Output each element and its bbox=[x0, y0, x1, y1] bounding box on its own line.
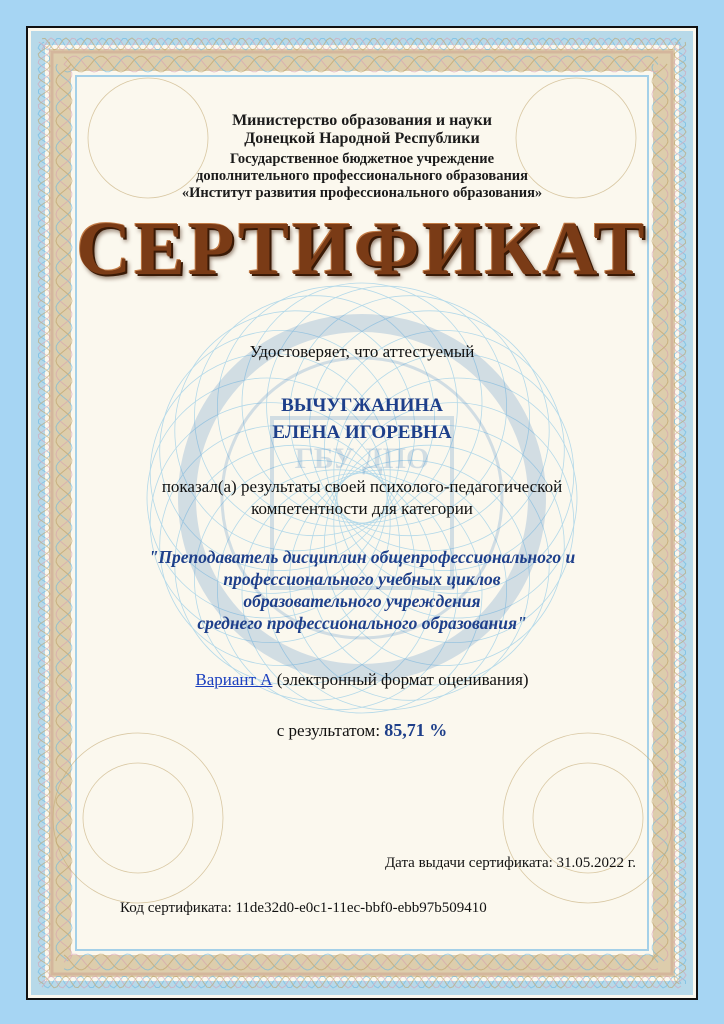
category-block bbox=[28, 546, 696, 634]
issue-date: Дата выдачи сертификата: 31.05.2022 г. bbox=[384, 855, 636, 871]
institution-line-3: «Институт развития профессионального образования» bbox=[181, 185, 543, 201]
certificate-code: Код сертификата: 11de32d0-e0c1-11ec-bbf0-ebb97b509410 bbox=[120, 900, 487, 916]
ministry-line-2: Донецкой Народной Республики bbox=[244, 130, 480, 147]
variant-note: (электронный формат оценивания) bbox=[276, 670, 529, 689]
certificate-content bbox=[28, 28, 696, 998]
ministry-line-1: Министерство образования и науки bbox=[232, 112, 492, 129]
competence-line-2: компетентности для категории bbox=[251, 499, 473, 518]
recipient-name bbox=[28, 392, 696, 446]
result-line bbox=[28, 720, 696, 741]
competence-line-1: показал(а) результаты своей психолого-педагогической bbox=[161, 477, 563, 496]
variant-line bbox=[28, 670, 696, 690]
certificate-title: СЕРТИФИКАТ bbox=[76, 207, 648, 291]
result-label: с результатом: bbox=[276, 721, 381, 740]
variant-link[interactable]: Вариант А bbox=[195, 670, 273, 689]
recipient-given-names: ЕЛЕНА ИГОРЕВНА bbox=[272, 422, 452, 443]
result-value: 85,71 % bbox=[384, 720, 448, 740]
institution-header bbox=[28, 151, 696, 202]
recipient-surname: ВЫЧУГЖАНИНА bbox=[281, 395, 443, 416]
category-line-4: среднего профессионального образования" bbox=[197, 613, 527, 633]
ministry-header bbox=[28, 112, 696, 148]
institution-line-1: Государственное бюджетное учреждение bbox=[229, 151, 495, 167]
category-line-2: профессионального учебных циклов bbox=[223, 569, 501, 589]
certifies-text: Удостоверяет, что аттестуемый bbox=[249, 342, 475, 361]
seal-text: ГБУ ДПО bbox=[294, 442, 430, 475]
institution-line-2: дополнительного профессионального образования bbox=[195, 168, 528, 184]
category-line-1: "Преподаватель дисциплин общепрофессионального и bbox=[148, 547, 576, 567]
category-line-3: образовательного учреждения bbox=[243, 591, 481, 611]
competence-text bbox=[28, 476, 696, 520]
certificate-sheet bbox=[26, 26, 698, 1000]
